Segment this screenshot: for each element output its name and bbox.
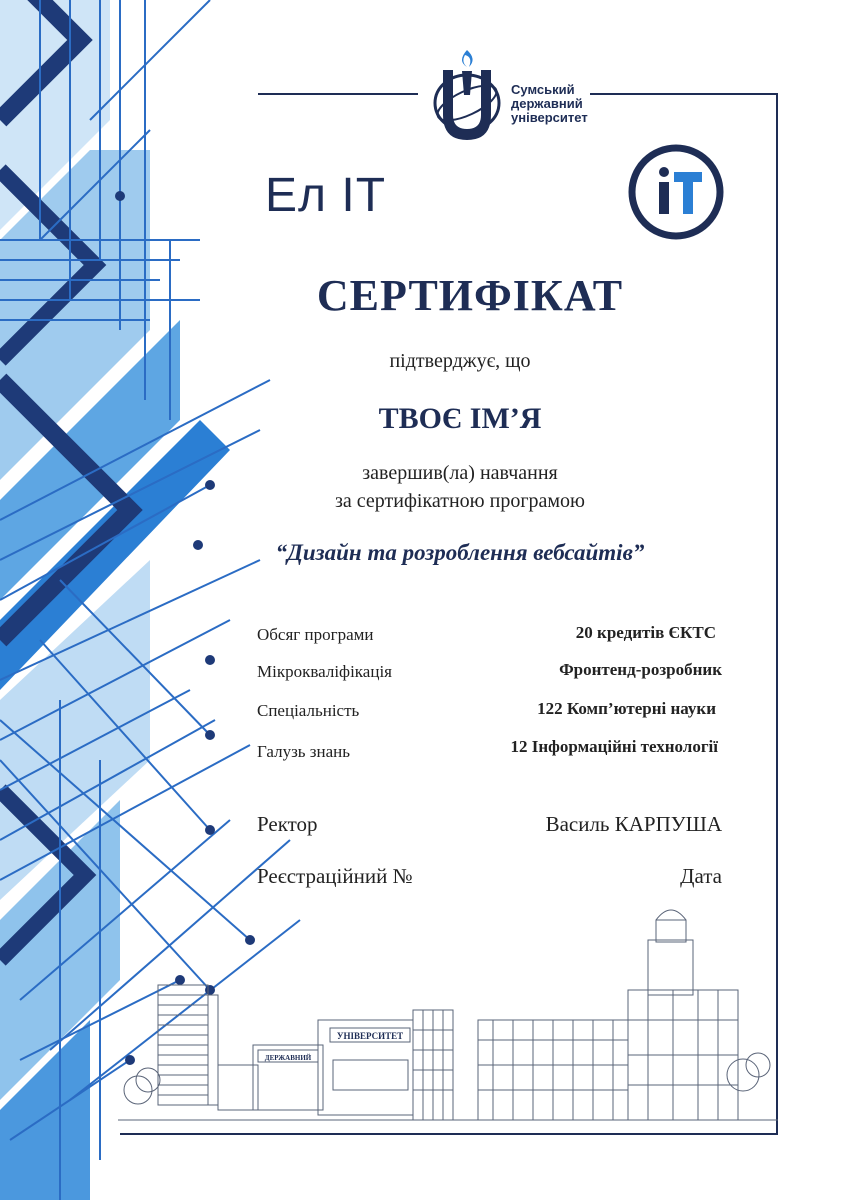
elit-logo-icon: Ел ІТ	[265, 169, 387, 222]
recipient-name: ТВОЄ ІМ’Я	[378, 402, 542, 435]
registration-number-label: Реєстраційний №	[257, 864, 413, 888]
university-name-line2: державний	[511, 96, 583, 111]
university-logo-icon	[425, 45, 505, 145]
university-name-line1: Сумський	[511, 82, 575, 97]
detail-label-specialty: Спеціальність	[257, 701, 360, 720]
rector-name: Василь КАРПУША	[545, 812, 722, 836]
completed-text-line2: за сертифікатною програмою	[334, 490, 585, 512]
building-sign-main: УНІВЕРСИТЕТ	[336, 1031, 404, 1041]
university-buildings-illustration	[118, 900, 778, 1140]
university-name-line3: університет	[511, 110, 588, 125]
date-label: Дата	[680, 864, 722, 888]
detail-label-microqualification: Мікрокваліфікація	[257, 662, 392, 681]
it-logo-icon	[626, 142, 726, 242]
certificate-title: СЕРТИФІКАТ	[316, 271, 624, 320]
building-sign-small: ДЕРЖАВНИЙ	[264, 1054, 312, 1062]
detail-value-microqualification: Фронтенд-розробник	[559, 660, 722, 679]
university-logo	[425, 45, 595, 145]
detail-value-field: 12 Інформаційні технології	[510, 737, 718, 756]
confirms-text: підтверджує, що	[389, 350, 531, 372]
detail-value-specialty: 122 Комп’ютерні науки	[537, 699, 716, 718]
frame-line-top-left	[258, 93, 418, 95]
frame-line-top-right	[590, 93, 778, 95]
rector-label: Ректор	[257, 812, 318, 836]
detail-value-volume: 20 кредитів ЄКТС	[575, 623, 716, 642]
completed-text-line1: завершив(ла) навчання	[362, 462, 558, 484]
program-title: “Дизайн та розроблення вебсайтів”	[275, 540, 645, 565]
detail-label-field: Галузь знань	[257, 742, 351, 761]
detail-label-volume: Обсяг програми	[257, 625, 374, 644]
